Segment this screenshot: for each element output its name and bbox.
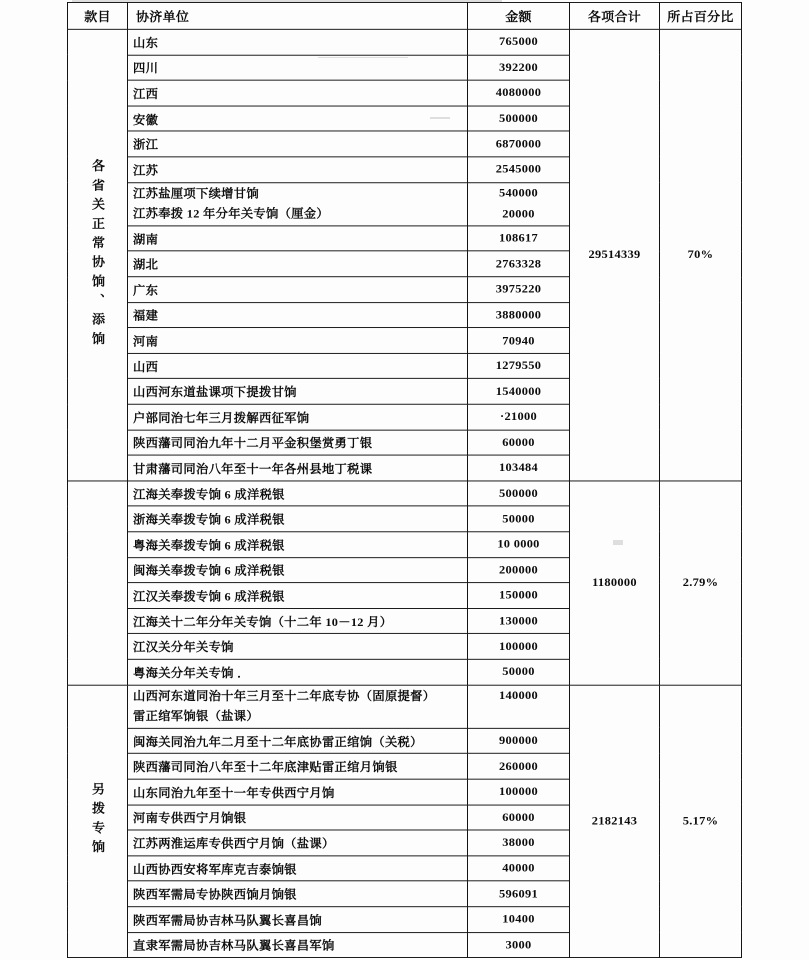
cell-unit-line1: 江苏盐厘项下续增甘饷 (133, 186, 259, 201)
cell-unit: 广东 (128, 277, 468, 303)
column-header-amount: 金额 (468, 2, 570, 29)
cell-amount: 60000 (468, 430, 570, 456)
cell-amount: 150000 (468, 583, 570, 609)
cell-amount (468, 182, 570, 225)
column-header-unit: 协济单位 (128, 2, 468, 29)
cell-amount: 40000 (468, 856, 570, 882)
cell-amount: 200000 (468, 557, 570, 583)
cell-amount (468, 685, 570, 728)
ledger-table (67, 2, 742, 958)
cell-unit-line2: 雷正绾军饷银（盐课） (133, 709, 259, 723)
cell-unit: 山东 (128, 29, 468, 55)
cell-amount: 1279550 (468, 353, 570, 379)
cell-group-total: 2182143 (570, 685, 660, 958)
cell-unit: 江苏 (128, 157, 468, 183)
cell-unit: 陕西藩司同治九年十二月平金积堡赏勇丁银 (128, 430, 468, 456)
cell-amount: 60000 (468, 805, 570, 831)
cell-amount-line1: 540000 (499, 186, 538, 200)
cell-unit: 湖南 (128, 226, 468, 252)
cell-amount: 2545000 (468, 157, 570, 183)
cell-group-percent: 2.79% (660, 481, 742, 685)
group-label-text: 另拨专饷 (90, 782, 105, 860)
cell-amount: 500000 (468, 106, 570, 132)
cell-amount: 70940 (468, 328, 570, 354)
cell-unit: 河南 (128, 328, 468, 354)
cell-amount: 103484 (468, 455, 570, 481)
table-row (68, 481, 742, 507)
cell-unit: 江汉关奉拨专饷 6 成洋税银 (128, 583, 468, 609)
column-header-total: 各项合计 (570, 2, 660, 29)
group-label-0 (68, 29, 128, 480)
cell-amount: 6870000 (468, 131, 570, 157)
cell-group-percent: 70% (660, 29, 742, 480)
cell-amount: 50000 (468, 659, 570, 685)
cell-amount: ·21000 (468, 404, 570, 430)
ledger-table-container (67, 2, 741, 958)
cell-unit: 山西协西安将军库克吉泰饷银 (128, 856, 468, 882)
cell-unit: 陕西藩司同治八年至十二年底津贴雷正绾月饷银 (128, 754, 468, 780)
cell-amount: 596091 (468, 881, 570, 907)
cell-amount: 130000 (468, 608, 570, 634)
cell-unit: 闽海关同治九年二月至十二年底协雷正绾饷（关税） (128, 728, 468, 754)
cell-amount: 3975220 (468, 277, 570, 303)
table-row (68, 29, 742, 55)
cell-amount-line1: 140000 (499, 688, 538, 703)
cell-group-total: 1180000 (570, 481, 660, 685)
cell-unit: 陕西军需局协吉林马队翼长喜昌饷 (128, 907, 468, 933)
group-label-text: 各省关正常协饷、添饷 (90, 159, 105, 351)
cell-unit: 湖北 (128, 251, 468, 277)
table-body (68, 29, 742, 957)
cell-unit: 山西河东道盐课项下提拨甘饷 (128, 379, 468, 405)
cell-unit: 福建 (128, 302, 468, 328)
cell-amount: 50000 (468, 506, 570, 532)
cell-amount: 10 0000 (468, 532, 570, 558)
cell-unit: 浙海关奉拨专饷 6 成洋税银 (128, 506, 468, 532)
cell-unit: 甘肃藩司同治八年至十一年各州县地丁税课 (128, 455, 468, 481)
cell-amount: 100000 (468, 634, 570, 660)
table-row (68, 685, 742, 728)
cell-amount: 3000 (468, 932, 570, 958)
cell-amount: 500000 (468, 481, 570, 507)
cell-amount: 4080000 (468, 80, 570, 106)
cell-unit: 江海关十二年分年关专饷（十二年 10－12 月） (128, 608, 468, 634)
cell-amount: 1540000 (468, 379, 570, 405)
cell-unit-line2: 江苏奉拨 12 年分年关专饷（厘金） (133, 206, 330, 221)
cell-unit: 山西 (128, 353, 468, 379)
cell-amount: 100000 (468, 779, 570, 805)
cell-unit: 浙江 (128, 131, 468, 157)
cell-unit: 江海关奉拨专饷 6 成洋税银 (128, 481, 468, 507)
cell-group-total: 29514339 (570, 29, 660, 480)
cell-group-percent: 5.17% (660, 685, 742, 958)
group-label-1 (68, 481, 128, 685)
group-label-2 (68, 685, 128, 958)
cell-unit: 江汉关分年关专饷 (128, 634, 468, 660)
cell-unit: 江苏两淮运库专供西宁月饷（盐课） (128, 830, 468, 856)
cell-unit: 粤海关分年关专饷 ． (128, 659, 468, 685)
cell-unit: 粤海关奉拨专饷 6 成洋税银 (128, 532, 468, 558)
cell-amount: 260000 (468, 754, 570, 780)
cell-unit: 陕西军需局专协陕西饷月饷银 (128, 881, 468, 907)
cell-unit (128, 685, 468, 728)
cell-amount: 38000 (468, 830, 570, 856)
column-header-kuanmu: 款目 (68, 2, 128, 29)
cell-unit: 山东同治九年至十一年专供西宁月饷 (128, 779, 468, 805)
header-row (68, 2, 742, 29)
cell-unit: 四川 (128, 55, 468, 81)
column-header-percent: 所占百分比 (660, 2, 742, 29)
cell-unit: 安徽 (128, 106, 468, 132)
cell-unit (128, 182, 468, 225)
cell-amount: 3880000 (468, 302, 570, 328)
cell-amount: 392200 (468, 55, 570, 81)
cell-amount: 2763328 (468, 251, 570, 277)
cell-amount-line2: 20000 (502, 206, 535, 221)
cell-unit-line1: 山西河东道同治十年三月至十二年底专协（固原提督） (133, 689, 436, 703)
table-header (68, 2, 742, 29)
cell-amount: 10400 (468, 907, 570, 933)
cell-unit: 直隶军需局协吉林马队翼长喜昌军饷 (128, 932, 468, 958)
cell-unit: 闽海关奉拨专饷 6 成洋税银 (128, 557, 468, 583)
cell-unit: 江西 (128, 80, 468, 106)
cell-amount: 765000 (468, 29, 570, 55)
cell-unit: 河南专供西宁月饷银 (128, 805, 468, 831)
cell-unit: 户部同治七年三月拨解西征军饷 (128, 404, 468, 430)
cell-amount: 900000 (468, 728, 570, 754)
cell-amount: 108617 (468, 226, 570, 252)
